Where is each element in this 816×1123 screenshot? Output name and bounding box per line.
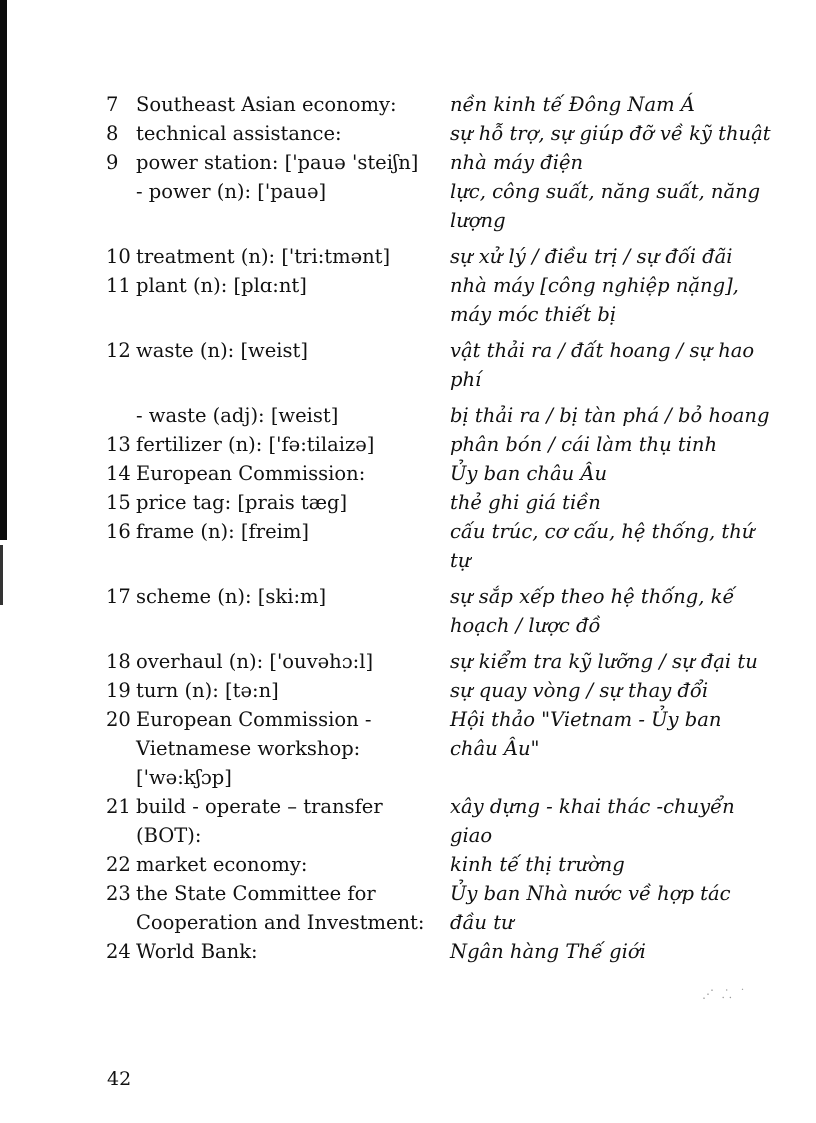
entry-number: 13	[106, 433, 131, 456]
vocab-entry	[106, 488, 806, 517]
vocab-entry	[106, 177, 806, 235]
english-term: scheme (n): [ski:m]	[136, 585, 327, 608]
vocab-entry	[106, 148, 806, 177]
vietnamese-translation: lực, công suất, năng suất, năng lượng	[450, 180, 761, 232]
english-term: power station: ['pauə 'steiʃn]	[136, 151, 419, 174]
entry-number: 14	[106, 462, 131, 485]
english-term: - waste (adj): [weist]	[136, 404, 339, 427]
vocab-entry	[106, 792, 806, 850]
entry-number: 23	[106, 882, 131, 905]
vocab-entry	[106, 850, 806, 879]
vietnamese-translation: sự kiểm tra kỹ lưỡng / sự đại tu	[450, 650, 758, 673]
entry-number: 18	[106, 650, 131, 673]
english-term: fertilizer (n): ['fə:tilaizə]	[136, 433, 375, 456]
vocab-entry	[106, 459, 806, 488]
entry-number: 20	[106, 708, 131, 731]
page-number: 42	[107, 1068, 132, 1090]
vietnamese-translation: sự hỗ trợ, sự giúp đỡ về kỹ thuật	[450, 122, 771, 145]
vietnamese-translation: sự xử lý / điều trị / sự đối đãi	[450, 245, 733, 268]
entry-number: 21	[106, 795, 131, 818]
vietnamese-translation: nhà máy [công nghiệp nặng], máy móc thiết bị	[450, 274, 739, 326]
vietnamese-translation: Ủy ban Nhà nước về hợp tác đầu tư	[450, 882, 731, 934]
vietnamese-translation: nhà máy điện	[450, 151, 584, 174]
vocab-entry	[106, 119, 806, 148]
vietnamese-translation: sự sắp xếp theo hệ thống, kế hoạch / lược đồ	[450, 585, 735, 637]
english-term: the State Committee for Cooperation and Investment:	[136, 882, 425, 934]
vocab-entry	[106, 705, 806, 792]
entry-number: 12	[106, 339, 131, 362]
vietnamese-translation: Ngân hàng Thế giới	[450, 940, 646, 963]
english-term: World Bank:	[136, 940, 258, 963]
entry-number: 10	[106, 245, 131, 268]
vietnamese-translation: sự quay vòng / sự thay đổi	[450, 679, 709, 702]
vocab-entry	[106, 676, 806, 705]
entry-number: 22	[106, 853, 131, 876]
english-term: technical assistance:	[136, 122, 342, 145]
vietnamese-translation: cấu trúc, cơ cấu, hệ thống, thứ tự	[450, 520, 755, 572]
english-term: price tag: [prais tæg]	[136, 491, 348, 514]
scan-edge-shadow	[0, 0, 7, 540]
entry-number: 19	[106, 679, 131, 702]
english-term: frame (n): [freim]	[136, 520, 309, 543]
english-term: Southeast Asian economy:	[136, 93, 397, 116]
english-term: treatment (n): ['tri:tmənt]	[136, 245, 391, 268]
entry-number: 24	[106, 940, 131, 963]
english-term: turn (n): [tə:n]	[136, 679, 279, 702]
vocab-entry	[106, 430, 806, 459]
entry-number: 11	[106, 274, 131, 297]
vocab-entry	[106, 242, 806, 271]
entry-number: 9	[106, 151, 119, 174]
vietnamese-translation: Ủy ban châu Âu	[450, 462, 608, 485]
scan-edge-shadow-lower	[0, 545, 3, 605]
scan-speckle: ⋰ ⸫ ˙	[702, 987, 748, 1001]
vocab-entry	[106, 582, 806, 640]
vocab-entry	[106, 336, 806, 394]
english-term: build - operate – transfer (BOT):	[136, 795, 383, 847]
vocab-entry	[106, 401, 806, 430]
entry-number	[106, 177, 136, 206]
vietnamese-translation: thẻ ghi giá tiền	[450, 491, 601, 514]
vocab-entry	[106, 90, 806, 119]
vietnamese-translation: nền kinh tế Đông Nam Á	[450, 93, 695, 116]
english-term: waste (n): [weist]	[136, 339, 308, 362]
vietnamese-translation: Hội thảo "Vietnam - Ủy ban châu Âu"	[450, 708, 722, 760]
vietnamese-translation: bị thải ra / bị tàn phá / bỏ hoang	[450, 404, 770, 427]
vietnamese-translation: vật thải ra / đất hoang / sự hao phí	[450, 339, 755, 391]
vocab-entry	[106, 647, 806, 676]
english-term: - power (n): ['pauə]	[136, 180, 327, 203]
entry-number: 8	[106, 122, 119, 145]
vocab-entry	[106, 879, 806, 937]
english-term: market economy:	[136, 853, 308, 876]
vietnamese-translation: phân bón / cái làm thụ tinh	[450, 433, 718, 456]
entry-number	[106, 401, 136, 430]
vocab-entry	[106, 517, 806, 575]
english-term: plant (n): [plɑ:nt]	[136, 274, 307, 297]
vocab-entry	[106, 271, 806, 329]
english-term: European Commission:	[136, 462, 366, 485]
english-term: European Commission - Vietnamese workshop: ['wə:kʃɔp]	[136, 708, 372, 789]
entry-number: 16	[106, 520, 131, 543]
entry-number: 7	[106, 93, 119, 116]
vocabulary-list	[106, 90, 806, 966]
vietnamese-translation: kinh tế thị trường	[450, 853, 625, 876]
vocab-entry	[106, 937, 806, 966]
english-term: overhaul (n): ['ouvəhɔ:l]	[136, 650, 374, 673]
entry-number: 17	[106, 585, 131, 608]
entry-number: 15	[106, 491, 131, 514]
vietnamese-translation: xây dựng - khai thác -chuyển giao	[450, 795, 735, 847]
